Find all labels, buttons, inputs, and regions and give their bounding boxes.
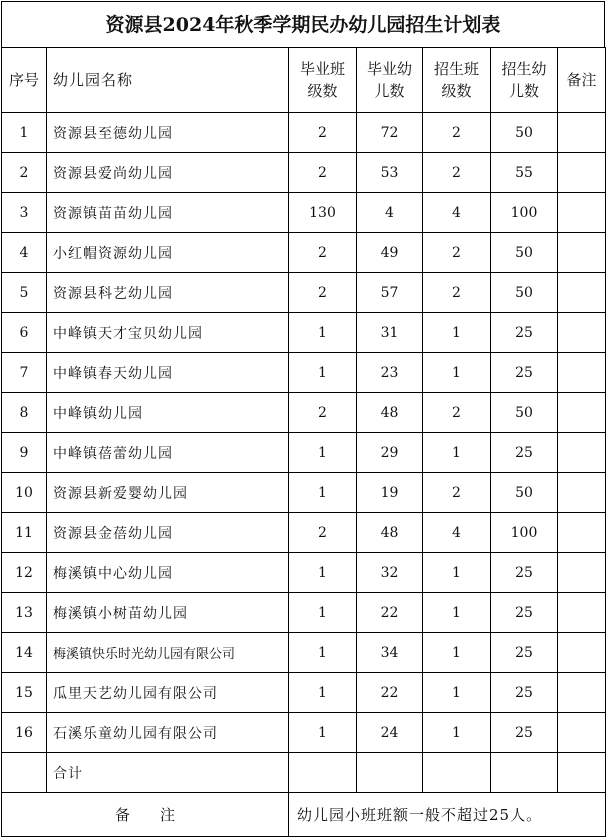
row-kindergarten-name: 石溪乐童幼儿园有限公司 bbox=[47, 713, 289, 753]
row-remark bbox=[558, 353, 606, 393]
row-enroll-classes: 2 bbox=[423, 473, 491, 513]
row-grad-classes: 1 bbox=[289, 713, 357, 753]
total-grad-children bbox=[357, 753, 423, 793]
row-grad-children: 31 bbox=[357, 313, 423, 353]
row-grad-children: 57 bbox=[357, 273, 423, 313]
row-grad-classes: 2 bbox=[289, 113, 357, 153]
row-kindergarten-name: 梅溪镇中心幼儿园 bbox=[47, 553, 289, 593]
table-body bbox=[2, 48, 606, 753]
row-grad-classes: 2 bbox=[289, 393, 357, 433]
row-grad-classes: 2 bbox=[289, 513, 357, 553]
row-remark bbox=[558, 393, 606, 433]
row-index: 10 bbox=[2, 473, 47, 513]
row-remark bbox=[558, 473, 606, 513]
row-remark bbox=[558, 673, 606, 713]
row-kindergarten-name: 小红帽资源幼儿园 bbox=[47, 233, 289, 273]
row-index: 8 bbox=[2, 393, 47, 433]
row-index: 1 bbox=[2, 113, 47, 153]
row-remark bbox=[558, 193, 606, 233]
table-row bbox=[2, 553, 606, 593]
row-enroll-children: 100 bbox=[491, 193, 558, 233]
table-row bbox=[2, 433, 606, 473]
row-kindergarten-name: 中峰镇幼儿园 bbox=[47, 393, 289, 433]
row-grad-classes: 1 bbox=[289, 353, 357, 393]
row-enroll-classes: 2 bbox=[423, 393, 491, 433]
table-row bbox=[2, 353, 606, 393]
header-grad-classes-label: 毕业班级数 bbox=[299, 60, 345, 100]
row-remark bbox=[558, 553, 606, 593]
row-enroll-classes: 2 bbox=[423, 113, 491, 153]
row-enroll-children: 50 bbox=[491, 233, 558, 273]
row-enroll-children: 55 bbox=[491, 153, 558, 193]
footer-remark-row bbox=[2, 793, 606, 837]
row-enroll-children: 25 bbox=[491, 633, 558, 673]
row-kindergarten-name: 资源县科艺幼儿园 bbox=[47, 273, 289, 313]
row-index: 3 bbox=[2, 193, 47, 233]
row-index: 14 bbox=[2, 633, 47, 673]
row-enroll-children: 100 bbox=[491, 513, 558, 553]
header-name: 幼儿园名称 bbox=[47, 48, 289, 113]
row-grad-children: 32 bbox=[357, 553, 423, 593]
row-remark bbox=[558, 233, 606, 273]
table-row bbox=[2, 593, 606, 633]
row-grad-classes: 1 bbox=[289, 433, 357, 473]
row-enroll-classes: 1 bbox=[423, 353, 491, 393]
row-enroll-children: 25 bbox=[491, 673, 558, 713]
row-index: 9 bbox=[2, 433, 47, 473]
row-grad-classes: 1 bbox=[289, 633, 357, 673]
row-index: 4 bbox=[2, 233, 47, 273]
table-row bbox=[2, 193, 606, 233]
row-grad-children: 48 bbox=[357, 393, 423, 433]
row-grad-children: 72 bbox=[357, 113, 423, 153]
row-grad-children: 49 bbox=[357, 233, 423, 273]
total-enroll-classes bbox=[423, 753, 491, 793]
row-kindergarten-name: 中峰镇蓓蕾幼儿园 bbox=[47, 433, 289, 473]
header-grad-children-label: 毕业幼儿数 bbox=[366, 60, 412, 100]
page-title: 资源县2024年秋季学期民办幼儿园招生计划表 bbox=[1, 1, 605, 47]
row-remark bbox=[558, 713, 606, 753]
row-enroll-classes: 1 bbox=[423, 713, 491, 753]
row-enroll-classes: 1 bbox=[423, 673, 491, 713]
header-enroll-classes bbox=[423, 48, 491, 113]
row-grad-classes: 1 bbox=[289, 313, 357, 353]
row-enroll-classes: 1 bbox=[423, 593, 491, 633]
row-grad-children: 29 bbox=[357, 433, 423, 473]
row-index: 13 bbox=[2, 593, 47, 633]
total-index-cell bbox=[2, 753, 47, 793]
header-enroll-classes-label: 招生班级数 bbox=[433, 60, 479, 100]
row-enroll-children: 25 bbox=[491, 313, 558, 353]
row-grad-children: 4 bbox=[357, 193, 423, 233]
row-remark bbox=[558, 153, 606, 193]
header-index: 序号 bbox=[2, 48, 47, 113]
row-enroll-children: 50 bbox=[491, 273, 558, 313]
row-index: 5 bbox=[2, 273, 47, 313]
row-enroll-classes: 2 bbox=[423, 153, 491, 193]
row-grad-children: 53 bbox=[357, 153, 423, 193]
row-enroll-classes: 2 bbox=[423, 273, 491, 313]
row-grad-classes: 2 bbox=[289, 233, 357, 273]
row-enroll-classes: 1 bbox=[423, 553, 491, 593]
row-remark bbox=[558, 633, 606, 673]
row-enroll-classes: 4 bbox=[423, 193, 491, 233]
header-enroll-children-label: 招生幼儿数 bbox=[501, 60, 547, 100]
table-row bbox=[2, 473, 606, 513]
row-grad-classes: 1 bbox=[289, 673, 357, 713]
row-remark bbox=[558, 433, 606, 473]
row-grad-classes: 1 bbox=[289, 473, 357, 513]
table-row bbox=[2, 153, 606, 193]
row-grad-classes: 1 bbox=[289, 553, 357, 593]
footer-remark-text: 幼儿园小班班额一般不超过25人。 bbox=[289, 793, 606, 837]
row-index: 15 bbox=[2, 673, 47, 713]
row-index: 2 bbox=[2, 153, 47, 193]
header-enroll-children bbox=[491, 48, 558, 113]
row-enroll-children: 25 bbox=[491, 593, 558, 633]
row-enroll-classes: 2 bbox=[423, 233, 491, 273]
row-grad-children: 22 bbox=[357, 673, 423, 713]
row-index: 16 bbox=[2, 713, 47, 753]
table-row bbox=[2, 313, 606, 353]
table-row bbox=[2, 273, 606, 313]
total-label: 合计 bbox=[47, 753, 289, 793]
row-enroll-classes: 4 bbox=[423, 513, 491, 553]
row-remark bbox=[558, 513, 606, 553]
row-enroll-children: 25 bbox=[491, 553, 558, 593]
row-kindergarten-name: 资源县爱尚幼儿园 bbox=[47, 153, 289, 193]
table-row bbox=[2, 673, 606, 713]
row-kindergarten-name: 瓜里天艺幼儿园有限公司 bbox=[47, 673, 289, 713]
row-index: 11 bbox=[2, 513, 47, 553]
row-index: 12 bbox=[2, 553, 47, 593]
table-footer bbox=[2, 753, 606, 837]
row-kindergarten-name: 梅溪镇小树苗幼儿园 bbox=[47, 593, 289, 633]
row-grad-children: 23 bbox=[357, 353, 423, 393]
row-grad-children: 48 bbox=[357, 513, 423, 553]
row-grad-children: 22 bbox=[357, 593, 423, 633]
total-remark bbox=[558, 753, 606, 793]
table-row bbox=[2, 393, 606, 433]
row-enroll-children: 25 bbox=[491, 353, 558, 393]
row-kindergarten-name: 资源镇苗苗幼儿园 bbox=[47, 193, 289, 233]
row-grad-children: 24 bbox=[357, 713, 423, 753]
header-remark: 备注 bbox=[558, 48, 606, 113]
row-enroll-classes: 1 bbox=[423, 633, 491, 673]
table-row bbox=[2, 113, 606, 153]
footer-remark-label bbox=[2, 793, 289, 837]
table-row bbox=[2, 233, 606, 273]
row-kindergarten-name: 资源县至德幼儿园 bbox=[47, 113, 289, 153]
row-grad-classes: 1 bbox=[289, 593, 357, 633]
table-row bbox=[2, 633, 606, 673]
row-enroll-children: 50 bbox=[491, 473, 558, 513]
row-grad-classes: 2 bbox=[289, 273, 357, 313]
header-grad-classes bbox=[289, 48, 357, 113]
row-kindergarten-name: 资源县金蓓幼儿园 bbox=[47, 513, 289, 553]
table-row bbox=[2, 713, 606, 753]
total-enroll-children bbox=[491, 753, 558, 793]
row-enroll-classes: 1 bbox=[423, 433, 491, 473]
table-header-row bbox=[2, 48, 606, 113]
footer-remark-label-text: 备注 bbox=[114, 806, 205, 824]
row-enroll-children: 50 bbox=[491, 113, 558, 153]
total-grad-classes bbox=[289, 753, 357, 793]
row-remark bbox=[558, 313, 606, 353]
row-grad-classes: 2 bbox=[289, 153, 357, 193]
row-index: 7 bbox=[2, 353, 47, 393]
row-remark bbox=[558, 593, 606, 633]
row-kindergarten-name: 资源县新爱婴幼儿园 bbox=[47, 473, 289, 513]
row-remark bbox=[558, 273, 606, 313]
total-row bbox=[2, 753, 606, 793]
enrollment-table bbox=[1, 47, 606, 837]
row-kindergarten-name: 中峰镇天才宝贝幼儿园 bbox=[47, 313, 289, 353]
row-grad-children: 34 bbox=[357, 633, 423, 673]
row-grad-children: 19 bbox=[357, 473, 423, 513]
row-remark bbox=[558, 113, 606, 153]
row-enroll-children: 50 bbox=[491, 393, 558, 433]
row-index: 6 bbox=[2, 313, 47, 353]
row-enroll-children: 25 bbox=[491, 713, 558, 753]
row-grad-classes: 130 bbox=[289, 193, 357, 233]
row-kindergarten-name: 中峰镇春天幼儿园 bbox=[47, 353, 289, 393]
table-row bbox=[2, 513, 606, 553]
row-enroll-classes: 1 bbox=[423, 313, 491, 353]
row-kindergarten-name: 梅溪镇快乐时光幼儿园有限公司 bbox=[47, 633, 289, 673]
enrollment-plan-sheet bbox=[1, 1, 605, 836]
row-enroll-children: 25 bbox=[491, 433, 558, 473]
header-grad-children bbox=[357, 48, 423, 113]
